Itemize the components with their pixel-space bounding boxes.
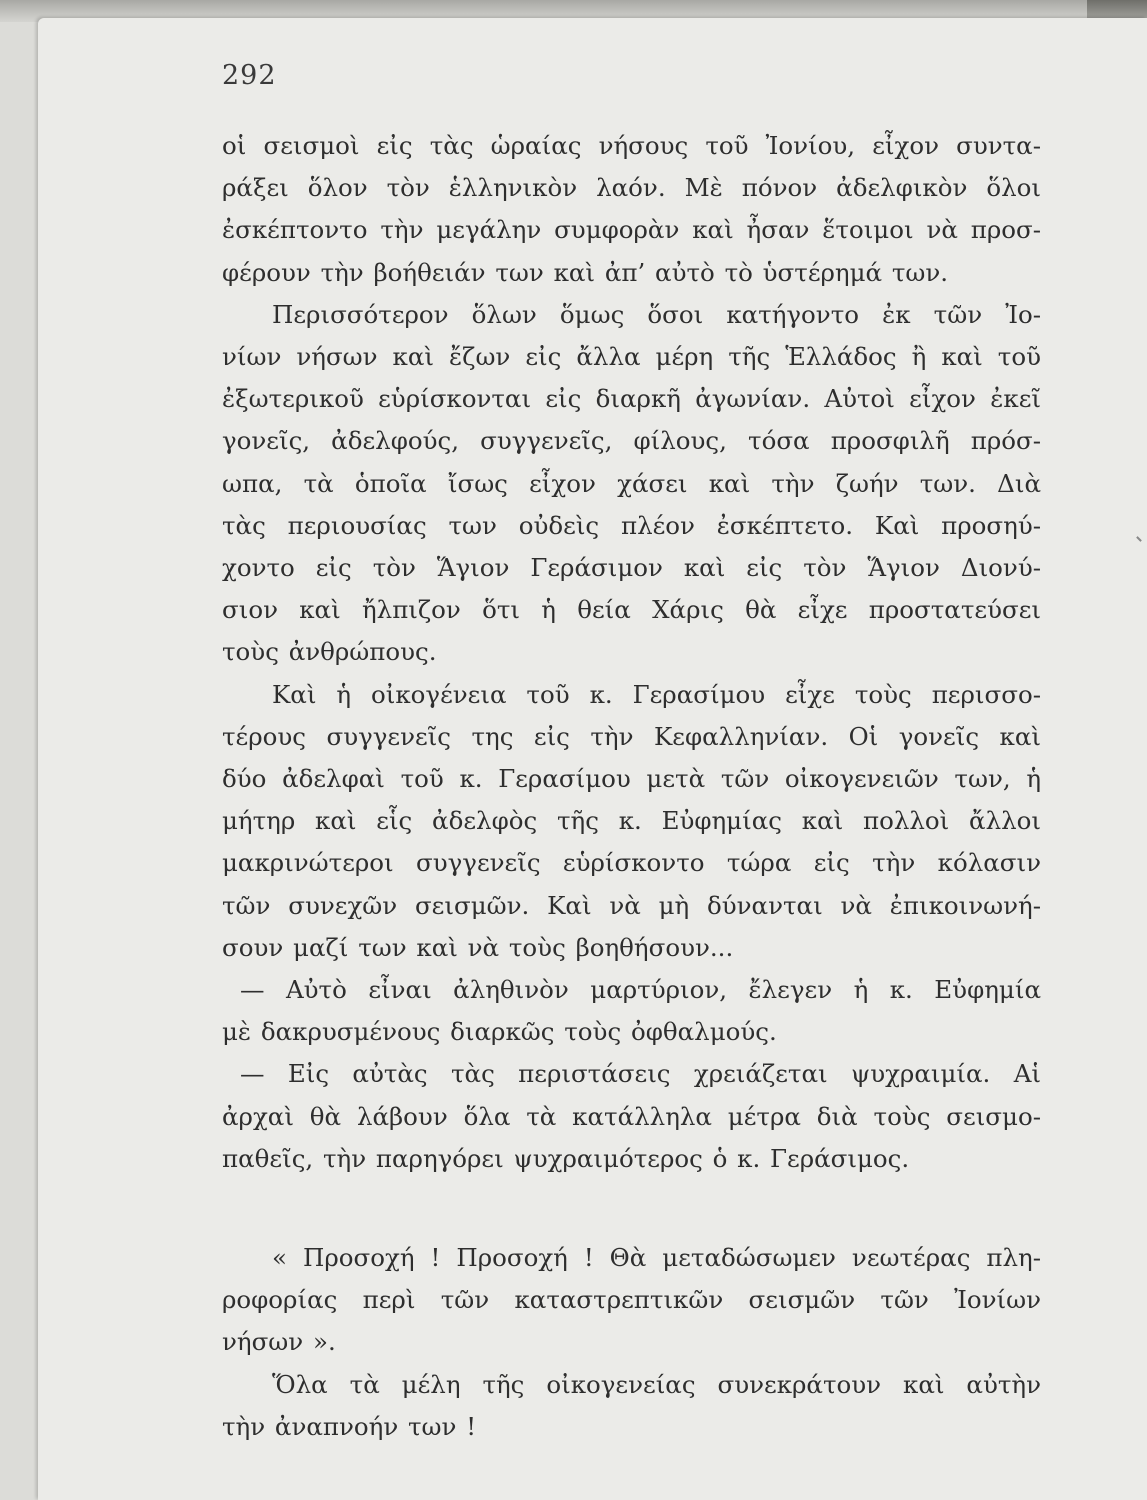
text-line: οἱ σεισμοὶ εἰς τὰς ὡραίας νήσους τοῦ Ἰονίου, εἶχον συντα- — [222, 131, 1041, 160]
text-line: μήτηρ καὶ εἷς ἀδελφὸς τῆς κ. Εὐφημίας καὶ πολλοὶ ἄλλοι — [222, 806, 1041, 836]
text-line: δύο ἀδελφαὶ τοῦ κ. Γερασίμου μετὰ τῶν οἰκογενειῶν των, ἡ — [222, 764, 1041, 794]
text-line: ἐσκέπτοντο τὴν μεγάλην συμφορὰν καὶ ἦσαν ἕτοιμοι νὰ προσ- — [222, 215, 1041, 245]
text-line: Περισσότερον ὅλων ὅμως ὅσοι κατήγοντο ἐκ τῶν Ἰο- — [272, 299, 1041, 329]
text-line: μακρινώτεροι συγγενεῖς εὑρίσκοντο τώρα εἰς τὴν κόλασιν — [222, 848, 1041, 878]
text-line: ωπα, τὰ ὁποῖα ἴσως εἶχον χάσει καὶ τὴν ζωήν των. Διὰ — [222, 468, 1041, 498]
text-line: τὰς περιουσίας των οὐδεὶς πλέον ἐσκέπτετο. Καὶ προσηύ- — [222, 510, 1041, 540]
text-line: μὲ δακρυσμένους διαρκῶς τοὺς ὀφθαλμούς. — [222, 1017, 777, 1047]
body-text — [222, 125, 1041, 1448]
page-number: 292 — [222, 60, 277, 91]
text-line: φέρουν τὴν βοήθειάν των καὶ ἀπ’ αὐτὸ τὸ ὑστέρημά των. — [222, 257, 949, 287]
text-line: τῶν συνεχῶν σεισμῶν. Καὶ νὰ μὴ δύνανται νὰ ἐπικοινωνή- — [222, 890, 1041, 920]
text-line: τὴν ἀναπνοήν των ! — [222, 1411, 477, 1441]
text-line: τοὺς ἀνθρώπους. — [222, 637, 437, 667]
text-line: σιον καὶ ἤλπιζον ὅτι ἡ θεία Χάρις θὰ εἶχε προστατεύσει — [222, 595, 1041, 625]
dialogue-line: — Αὐτὸ εἶναι ἀληθινὸν μαρτύριον, ἔλεγεν ἡ κ. Εὐφημία — [240, 975, 1041, 1005]
text-line: σουν μαζί των καὶ νὰ τοὺς βοηθήσουν... — [222, 932, 734, 962]
text-line: νίων νήσων καὶ ἔζων εἰς ἄλλα μέρη τῆς Ἑλλάδος ἢ καὶ τοῦ — [222, 342, 1041, 372]
text-line: « Προσοχή ! Προσοχή ! Θὰ μεταδώσωμεν νεωτέρας πλη- — [272, 1243, 1041, 1273]
text-line: ἀρχαὶ θὰ λάβουν ὅλα τὰ κατάλληλα μέτρα διὰ τοὺς σεισμο- — [222, 1101, 1041, 1131]
section-gap — [222, 1180, 1041, 1237]
text-line: γονεῖς, ἀδελφούς, συγγενεῖς, φίλους, τόσα προσφιλῆ πρόσ- — [222, 426, 1041, 456]
text-line: παθεῖς, τὴν παρηγόρει ψυχραιμότερος ὁ κ. Γεράσιμος. — [222, 1143, 910, 1173]
text-line: Καὶ ἡ οἰκογένεια τοῦ κ. Γερασίμου εἶχε τοὺς περισσο- — [272, 679, 1041, 709]
text-line: νήσων ». — [222, 1327, 336, 1357]
text-line: Ὅλα τὰ μέλη τῆς οἰκογενείας συνεκράτουν καὶ αὐτὴν — [272, 1369, 1041, 1399]
text-line: τέρους συγγενεῖς της εἰς τὴν Κεφαλληνίαν. Οἱ γονεῖς καὶ — [222, 721, 1041, 751]
text-line: χοντο εἰς τὸν Ἅγιον Γεράσιμον καὶ εἰς τὸν Ἅγιον Διονύ- — [222, 553, 1041, 583]
dialogue-line: — Εἰς αὐτὰς τὰς περιστάσεις χρειάζεται ψυχραιμία. Αἱ — [240, 1059, 1041, 1089]
text-line: ροφορίας περὶ τῶν καταστρεπτικῶν σεισμῶν τῶν Ἰονίων — [222, 1285, 1041, 1315]
text-line: ράξει ὅλον τὸν ἑλληνικὸν λαόν. Μὲ πόνον ἀδελφικὸν ὅλοι — [222, 173, 1041, 203]
text-line: ἐξωτερικοῦ εὑρίσκονται εἰς διαρκῆ ἀγωνίαν. Αὐτοὶ εἶχον ἐκεῖ — [222, 384, 1041, 414]
